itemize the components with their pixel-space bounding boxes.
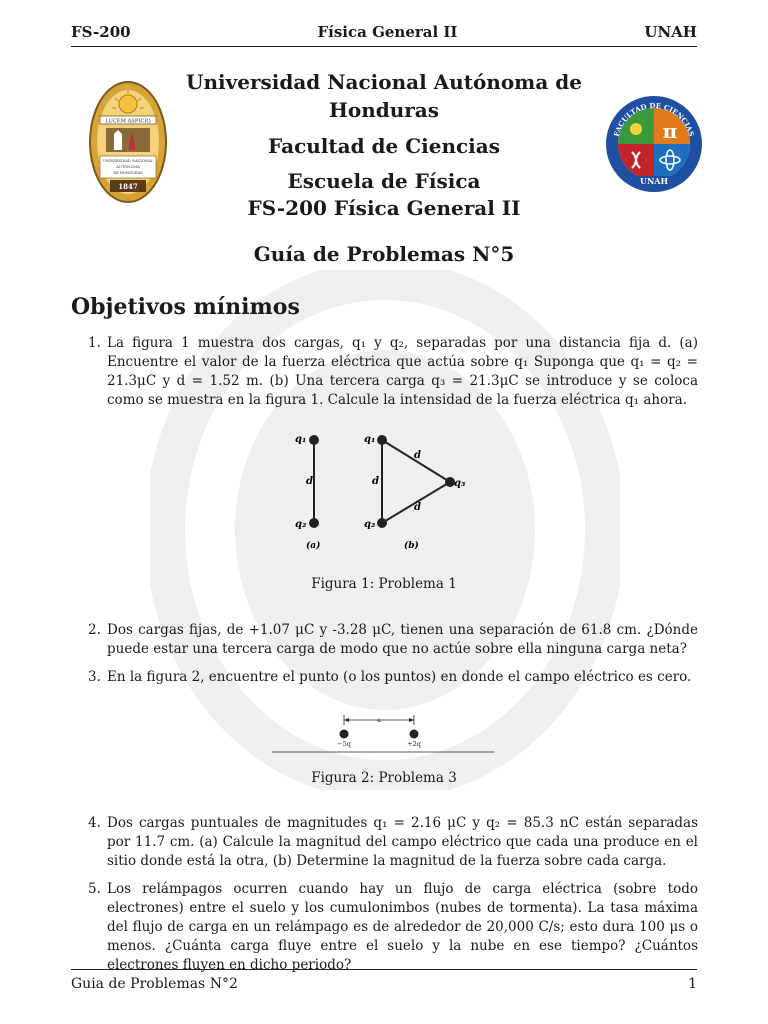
fig1-label-q3: q₃ (454, 478, 466, 489)
problem-number: 5. (88, 881, 101, 897)
problem-3 (88, 668, 698, 687)
page-header (71, 23, 697, 41)
fig1-label-q1-b: q₁ (364, 434, 376, 445)
school-course (170, 168, 598, 222)
svg-text:AUTONOMA: AUTONOMA (116, 165, 140, 169)
svg-text:UNIVERSIDAD NACIONAL: UNIVERSIDAD NACIONAL (103, 159, 153, 163)
seal-year: 1847 (118, 182, 138, 191)
problem-4 (88, 814, 698, 871)
title-block (170, 68, 598, 266)
problem-number: 4. (88, 815, 101, 831)
footer-document-title: Guia de Problemas N°2 (71, 976, 238, 992)
fig1-label-d-b-upper: d (414, 450, 421, 461)
unah-seal-logo (88, 80, 168, 204)
university-name: Universidad Nacional Autónoma de Honduras (186, 70, 582, 122)
problem-text: La figura 1 muestra dos cargas, q₁ y q₂, separadas por una distancia fija d. (a) Encuentre el valor de la fuerza eléctrica que actúa sobre q₁ Suponga que q₁ = q₂ = 21.3μC y d = 1.52 m. (b) Una tercera carga q₃ = 21.3μC se introduce y se coloca como se muestra en la figura 1. Calcule la intensidad de la fuerza eléctrica q₁ ahora. (107, 335, 698, 408)
problem-2 (88, 621, 698, 659)
page-footer (71, 976, 697, 992)
problem-5 (88, 880, 698, 975)
figure-2 (270, 710, 498, 758)
fig2-label-left-charge: −5q (337, 740, 351, 748)
header-institution: UNAH (644, 23, 697, 41)
page-number: 1 (688, 976, 697, 992)
fig1-label-b: (b) (404, 541, 419, 551)
header-divider (71, 46, 697, 47)
figure-2-caption: Figura 2: Problema 3 (311, 770, 457, 786)
course-name: FS-200 Física General II (247, 196, 521, 220)
fig1-label-a: (a) (306, 541, 321, 551)
svg-text:DE HONDURAS: DE HONDURAS (113, 171, 143, 175)
problem-number: 3. (88, 669, 101, 685)
problem-text: Dos cargas puntuales de magnitudes q₁ = 2.16 μC y q₂ = 85.3 nC están separadas por 11.7 cm. (a) Calcule la magnitud del campo eléctrico que cada una produce en el sitio donde está la otra, (b) Determine la magnitud de la fuerza sobre cada carga. (107, 815, 698, 869)
figure-1 (284, 426, 484, 556)
section-title: Objetivos mínimos (71, 294, 300, 320)
problem-text: Dos cargas fijas, de +1.07 μC y -3.28 μC, tienen una separación de 61.8 cm. ¿Dónde puede estar una tercera carga de modo que no actúe sobre ella ninguna carga neta? (107, 622, 698, 657)
problem-number: 2. (88, 622, 101, 638)
fig1-label-d-b-lower: d (414, 502, 421, 513)
fig2-label-a: a (377, 717, 381, 724)
problem-number: 1. (88, 335, 101, 351)
fig1-label-q2-a: q₂ (295, 519, 307, 530)
header-course-code: FS-200 (71, 23, 131, 41)
guide-title: Guía de Problemas N°5 (253, 242, 515, 266)
pi-symbol: π (662, 119, 678, 143)
faculty-of-sciences-logo (604, 94, 704, 194)
fig2-label-right-charge: +2q (407, 740, 421, 748)
faculty-name: Facultad de Ciencias (268, 134, 500, 158)
faculty-logo-ring-text: FACULTAD DE CIENCIAS (611, 100, 697, 138)
problem-1 (88, 334, 698, 410)
problem-text: Los relámpagos ocurren cuando hay un flujo de carga eléctrica (sobre todo electrones) entre el suelo y los cumulonimbos (nubes de tormenta). La tasa máxima del flujo de carga en un relámpago es de alrededor de 20,000 C/s; esto dura 100 μs o menos. ¿Cuánta carga fluye entre el suelo y la nube en ese tiempo? ¿Cuántos electrones fluyen en dicho periodo? (107, 881, 698, 973)
fig1-label-d-a: d (306, 476, 313, 487)
problem-text: En la figura 2, encuentre el punto (o los puntos) en donde el campo eléctrico es cero. (107, 669, 692, 685)
footer-divider (71, 969, 697, 970)
fig1-label-q2-b: q₂ (364, 519, 376, 530)
fig1-label-q1-a: q₁ (295, 434, 307, 445)
school-name: Escuela de Física (287, 169, 481, 193)
header-course-name: Física General II (317, 23, 458, 41)
faculty-logo-unah: UNAH (639, 176, 669, 186)
figure-1-caption: Figura 1: Problema 1 (311, 576, 457, 592)
fig1-label-d-b-vertical: d (372, 476, 379, 487)
seal-motto: LUCEM ASPICIO (105, 118, 151, 125)
